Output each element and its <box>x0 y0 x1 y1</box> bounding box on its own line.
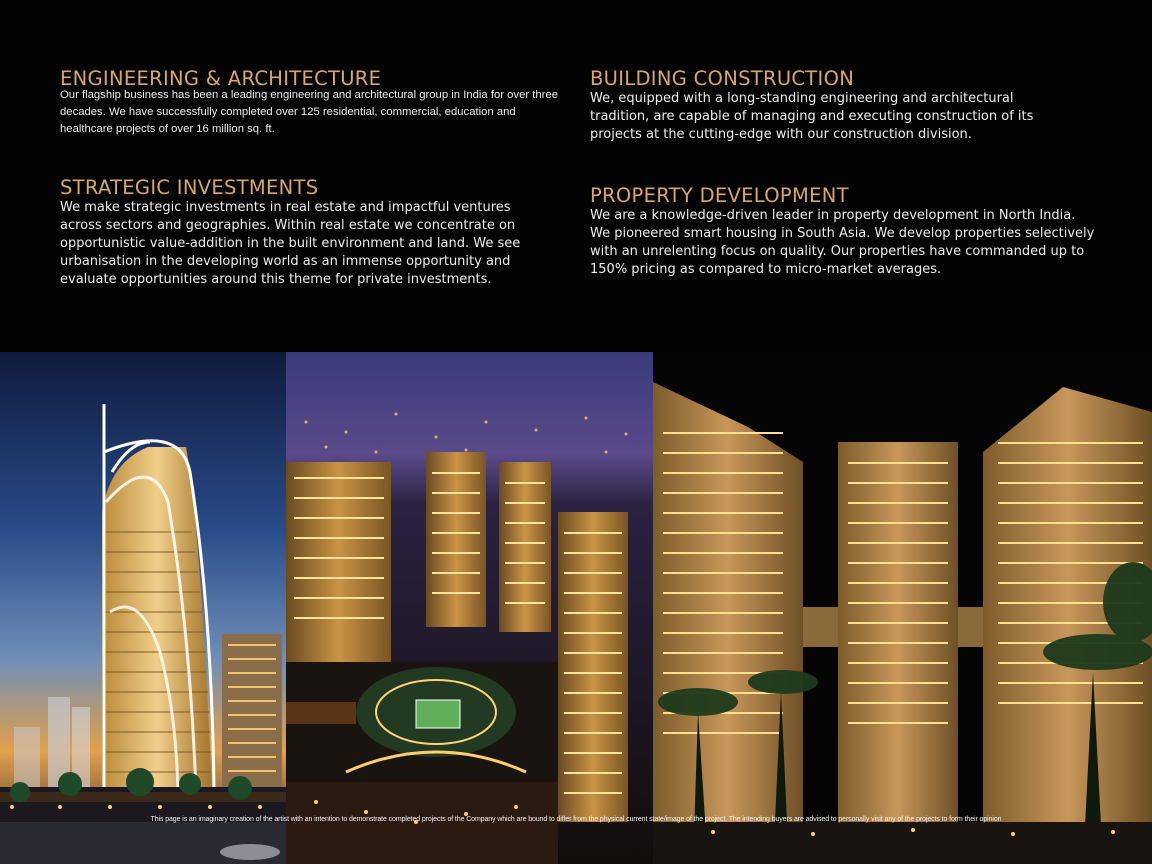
section-title: PROPERTY DEVELOPMENT <box>590 184 849 207</box>
section-body: Our flagship business has been a leading engineering and architectural group in India for over three decades. We have successfully completed over 125 residential, commercial, education and healthcare projects of over 16 million sq. ft. <box>60 89 559 135</box>
section-development <box>590 184 1100 279</box>
section-engineering <box>60 67 570 138</box>
section-title: STRATEGIC INVESTMENTS <box>60 176 319 199</box>
section-body: We make strategic investments in real estate and impactful ventures across sectors and geographies. Within real estate we concentrate on opportunistic value-addition in the built environment and land. We see urbanisation in the developing world as an immense opportunity and evaluate opportunities around this theme for private investments. <box>60 200 521 287</box>
disclaimer-text: This page is an imaginary creation of the artist with an intention to demonstrate completed projects of the Company which are bound to differ from the physical current state/image of the project. The intending buyers are advised to personally visit any of the projects to form their opinion <box>150 816 1002 823</box>
section-construction <box>590 67 1100 144</box>
photo-sail-tower <box>0 352 286 864</box>
section-title: ENGINEERING & ARCHITECTURE <box>60 67 382 90</box>
section-title: BUILDING CONSTRUCTION <box>590 67 855 90</box>
section-body: We, equipped with a long-standing engineering and architectural tradition, are capable of managing and executing construction of its projects at the cutting-edge with our construction division. <box>590 91 1034 142</box>
photo-strip <box>0 352 1152 864</box>
photo-aerial-towers <box>286 352 653 864</box>
section-strategic <box>60 176 570 289</box>
photo-tower-cluster <box>653 352 1152 864</box>
section-body: We are a knowledge-driven leader in property development in North India. We pioneered smart housing in South Asia. We develop properties selectively with an unrelenting focus on quality. Our properties have commanded up to 150% pricing as compared to micro-market averages. <box>590 208 1095 277</box>
text-panel <box>0 0 1152 352</box>
